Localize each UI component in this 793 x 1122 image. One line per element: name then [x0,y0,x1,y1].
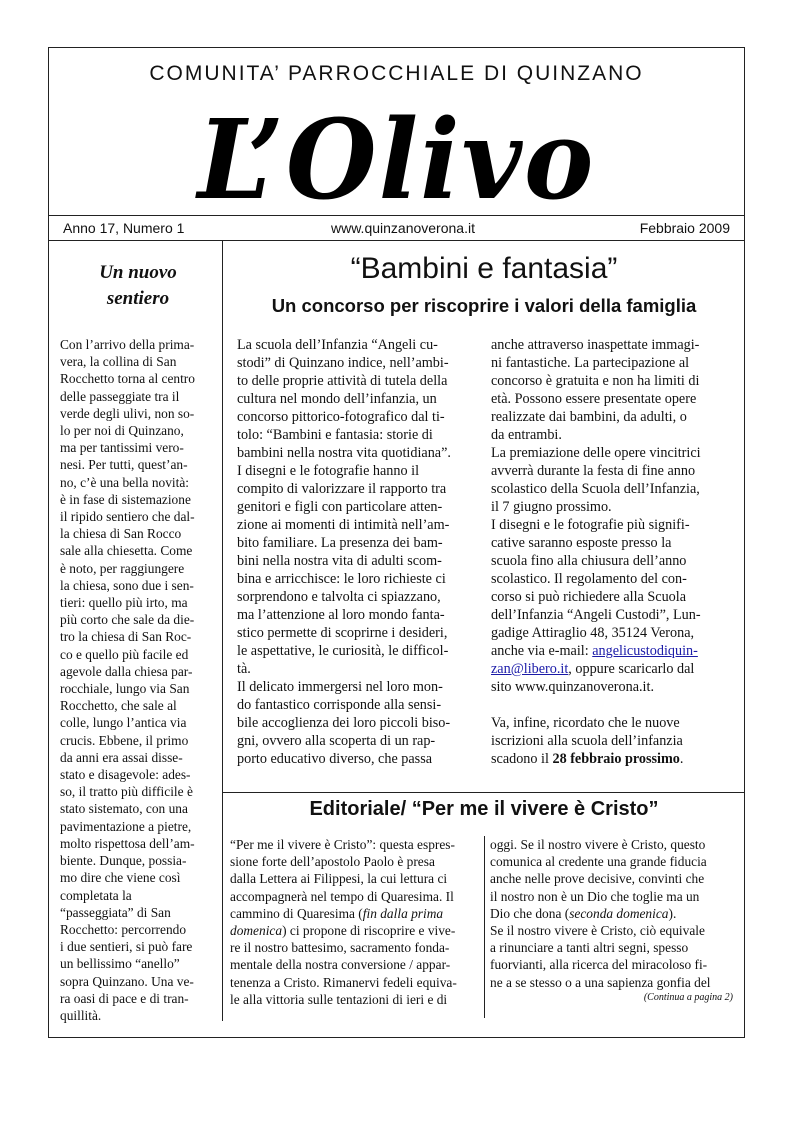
lead-article-column-2: anche attraverso inaspettate immagi- ni fantastiche. La partecipazione al concorso è gratuita e non ha limiti di età. Possono essere presentate opere realizzate dai bambini, da adulti, o da entrambi. La premiazione delle opere vincitrici avverrà durante la festa di fine anno scolastico della Scuola dell’Infanzia, il 7 giugno prossimo. I disegni e le fotografie più signifi- cative saranno esposte presso la scuola fino alla chiusura dell’anno scolastico. Il regolamento del con- corso si può richiedere alla Scuola dell’Infanzia “Angeli Custodi”, Lun- gadige Attiraglio 48, 35124 Verona, anche via e-mail: angelicustodiquin- zan@libero.it, oppure scaricarlo dal sito www.quinzanoverona.it. Va, infine, ricordato che le nuove iscrizioni alla scuola dell’infanzia scadono il 28 febbraio prossimo. [491,337,701,767]
deadline-date: 28 febbraio prossimo [552,751,680,767]
editorial-title: Editoriale/ “Per me il vivere è Cristo” [309,798,659,820]
column-divider [222,241,223,1021]
column-divider [484,836,485,1018]
article-text: anche attraverso inaspettate immagi- ni fantastiche. La partecipazione al concorso è gratuita e non ha limiti di età. Possono essere presentate opere realizzate dai bambini, da adulti, o da entrambi. La premiazione delle opere vincitrici avverrà durante la festa di fine anno scolastico della Scuola dell’Infanzia, il 7 giugno prossimo. I disegni e le fotografie più signifi- cative saranno esposte presso la scuola fino alla chiusura dell’anno scolastico. Il regolamento del con- corso si può richiedere alla Scuola dell’Infanzia “Angeli Custodi”, Lun- gadige Attiraglio 48, 35124 Verona, anche via e-mail: [491,337,701,659]
continue-note: (Continua a pagina 2) [643,992,733,1003]
website-link[interactable]: www.quinzanoverona.it [331,220,475,236]
issue-date: Febbraio 2009 [639,220,730,236]
sidebar-title-line: Un nuovo [99,262,177,283]
issue-info-bar [49,215,744,241]
sidebar-title [58,260,218,312]
issue-number: Anno 17, Numero 1 [63,220,185,236]
editorial-column-1: “Per me il vivere è Cristo”: questa espres- sione forte dell’apostolo Paolo è presa dalla Lettera ai Filippesi, la cui lettura ci accompagnerà nel tempo di Quaresima. Il cammino di Quaresima (fin dalla prima domenica) ci propone di riscoprire e vive- re il nostro battesimo, sacramento fonda- mentale della nostra conversione / appar- tenenza a Cristo. Rimanervi fedeli equiva- le alla vittoria sulle tentazioni di ieri e di [230,837,457,1007]
parish-name: COMUNITA’ PARROCCHIALE DI QUINZANO [149,62,644,85]
article-text: , oppure scaricarlo dal sito www.quinzanoverona.it. Va, infine, ricordato che le nuove iscrizioni alla scuola dell’infanzia scadono il [491,661,695,767]
editorial-column-2: oggi. Se il nostro vivere è Cristo, questo comunica al credente una grande fiducia anche nelle prove decisive, convinti che il nostro non è un Dio che toglie ma un Dio che dona (seconda domenica). Se il nostro vivere è Cristo, ciò equivale a rinunciare a tanti altri segni, spesso fuorvianti, alla ricerca del miracoloso fi- ne a se stesso o a una sapienza gonfia del [490,837,711,990]
lead-headline: “Bambini e fantasia” [350,252,618,285]
email-link[interactable]: angelicustodiquin- zan@libero.it [491,643,698,677]
sidebar-article: Con l’arrivo della prima- vera, la collina di San Rocchetto torna al centro delle passeggiate tra il verde degli ulivi, non so- lo per noi di Quinzano, ma per tantissimi vero- nesi. Per tutti, quest’an- no, c’è una bella novità: è in fase di sistemazione il ripido sentiero che dal- la chiesa di San Rocco sale alla chiesetta. Come è noto, per raggiungere la chiesa, sono due i sen- tieri: quello più irto, ma più corto che sale da die- tro la chiesa di San Roc- co e quello più facile ed agevole dalla chiesa par- rocchiale, lungo via San Rocchetto, che sale al colle, lungo l’antica via crucis. Ebbene, il primo da anni era assai disse- stato e disagevole: ades- so, il tratto più difficile è stato sistemato, con una pavimentazione a pietre, molto rispettosa dell’am- biente. Dunque, possia- mo dire che viene così completata la “passeggiata” di San Rocchetto: percorrendo i due sentieri, si può fare un bellissimo “anello” sopra Quinzano. Una ve- ra oasi di pace e di tran- quillità. [60,337,195,1023]
lead-subheadline: Un concorso per riscoprire i valori della famiglia [271,295,697,316]
sidebar-title-line: sentiero [106,288,170,309]
lead-article-column-1: La scuola dell’Infanzia “Angeli cu- stodi” di Quinzano indice, nell’ambi- to delle proprie attività di tutela della cultura nel mondo dell’infanzia, un concorso pittorico-fotografico dal ti- tolo: “Bambini e fantasia: storie di bambini nella nostra vita quotidiana”. I disegni e le fotografie hanno il compito di valorizzare il rapporto tra genitori e figli con particolare atten- zione ai momenti di intimità nell’am- bito familiare. La presenza dei bam- bini nella nostra vita di adulti scom- bina e arricchisce: le loro richieste ci sorprendono e talvolta ci spiazzano, ma l’attenzione al loro mondo fanta- stico permette di scoprirne i desideri, le aspettative, le curiosità, le difficol- tà. Il delicato immergersi nel loro mon- do fantastico corrisponde alla sensi- bile accoglienza dei loro piccoli biso- gni, ovvero alla scoperta di un rap- porto educativo diverso, che passa [237,337,451,767]
section-divider [222,792,744,793]
newspaper-title: L’Olivo [197,94,596,225]
